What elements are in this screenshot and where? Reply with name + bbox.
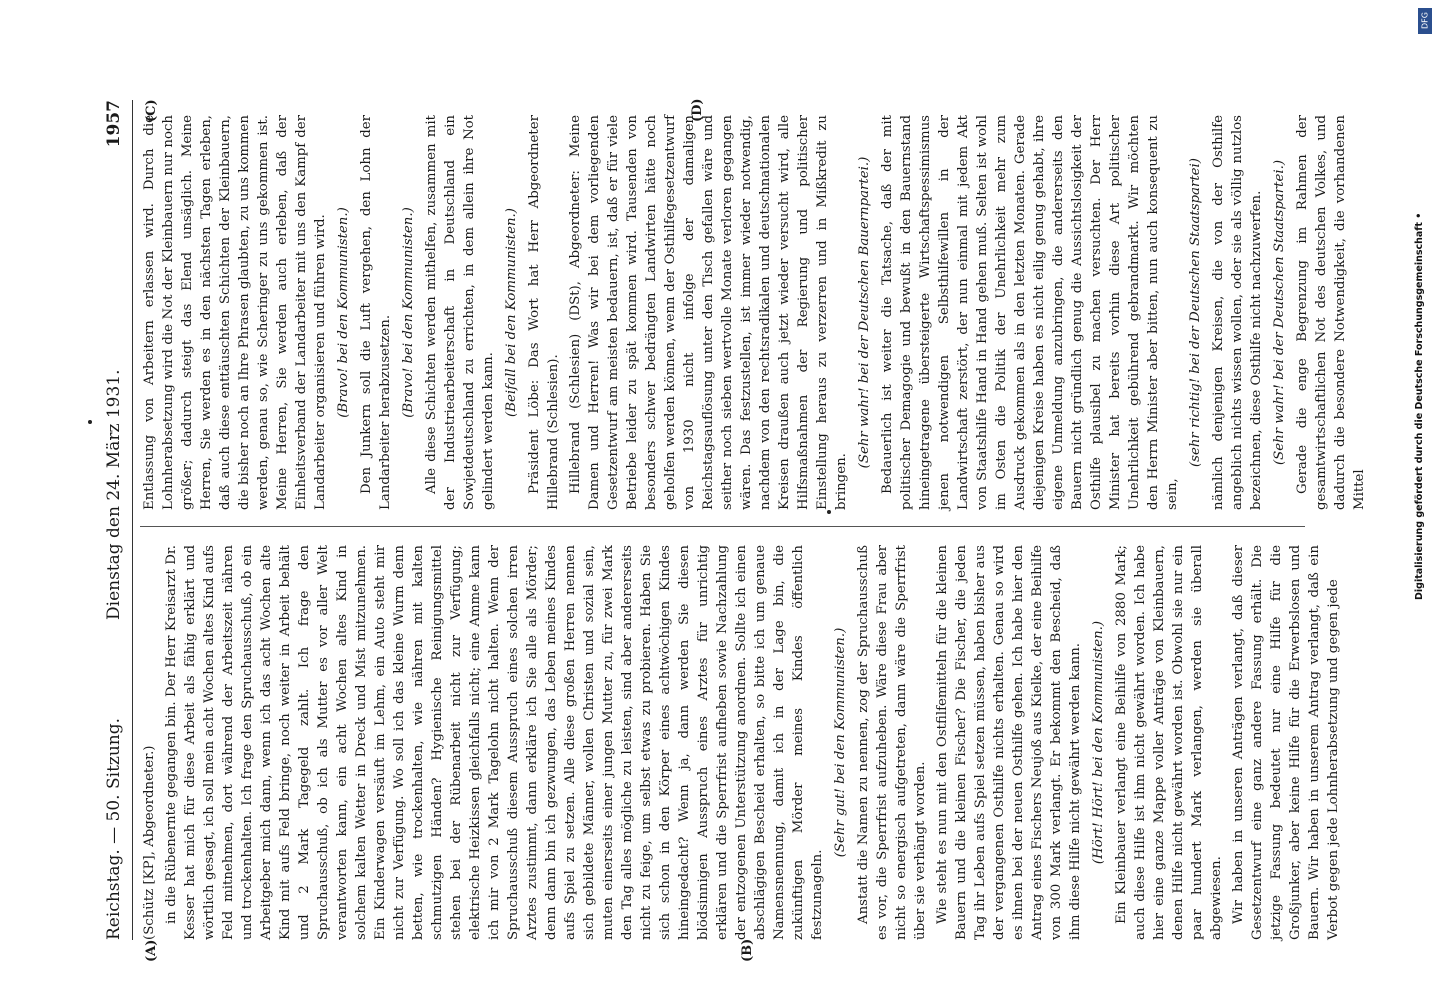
column-divider <box>140 526 1305 527</box>
paragraph: Anstatt die Namen zu nennen, zog der Spruchausschuß es vor, die Sperrfrist aufzuheben. Wäre diese Frau aber nicht so energisch aufgetreten, dann wäre die Sperrfrist über sie verhängt worden. <box>856 545 928 940</box>
paragraph: Wir haben in unseren Anträgen verlangt, daß dieser Gesetzentwurf eine ganz andere Fassung erhält. Die jetzige Fassung bedeutet nur eine Hilfe für die Großjunker, aber keine Hilfe für die Erwerbslosen und Bauern. Wir haben in unserem Antrag verlangt, daß ein Verbot gegen jede Lohnherabsetzung und gegen jede <box>1231 545 1341 940</box>
paragraph: nämlich denjenigen Kreisen, die von der Osthilfe angeblich nichts wissen wollen, oder sie als völlig nutzlos bezeichnen, diese Osthilfe nicht nachzuwerfen. <box>1211 115 1264 510</box>
paragraph: Gerade die enge Begrenzung im Rahmen der gesamtwirtschaftlichen Not des deutschen Volkes, und dadurch die besondere Notwendigkeit, die vorhandenen Mittel <box>1295 115 1367 510</box>
page-number: 1957 <box>104 100 124 148</box>
print-dot <box>88 420 92 424</box>
margin-mark-c: (C) <box>144 99 159 122</box>
header-rule <box>132 100 133 940</box>
paragraph: Entlassung von Arbeitern erlassen wird. Durch die Lohnherabsetzung wird die Not der Kleinbauern nur noch größer; dadurch steigt das Elend unsäglich. Meine Herren, Sie werden es in den nächsten Tagen erleben, daß auch diese enttäuschten Schichten der Kleinbauern, die bisher noch an Ihre Phrasen glaubten, zu uns kommen werden, genau so, wie Scheringer zu uns gekommen ist. Meine Herren, Sie werden auch erleben, daß der Einheitsverband der Landarbeiter mit uns den Kampf der Landarbeiter organisieren und führen wird. <box>142 115 328 510</box>
rotated-sheet <box>100 98 1367 962</box>
interjection: (Sehr gut! bei den Kommunisten.) <box>833 627 848 858</box>
paragraph: Bedauerlich ist weiter die Tatsache, daß der mit politischer Demagogie und bewußt in den Bauernstand hineingetragene übersteigerte Wirtschaftspessimismus jenen notwendigen Selbsthilfewillen in der Landwirtschaft zerstört, der nun einmal mit jedem Akt von Staatshilfe Hand in Hand gehen muß. Selten ist wohl im Osten die Politik der Unehrlichkeit mehr zum Ausdruck gekommen als in den letzten Monaten. Gerade diejenigen Kreise haben es nicht eilig genug gehabt, ihre eigene Unmeldung anzubringen, die andererseits den Bauern nicht gründlich genug die Aussichtslosigkeit der Osthilfe plausibel zu machen versuchten. Der Herr Minister hat bereits vorhin diese Art politischer Unehrlichkeit gebührend gebrandmarkt. Wir möchten den Herrn Minister aber bitten, nun auch konsequent zu sein, <box>880 115 1180 510</box>
print-dot <box>827 510 831 514</box>
interjection: (sehr richtig! bei der Deutschen Staatspartei) <box>1188 158 1203 468</box>
paragraph: Alle diese Schichten werden mithelfen, zusammen mit der Industriearbeiterschaft in Deutschland ein Sowjetdeutschland zu errichten, in dem allein ihre Not gelindert werden kann. <box>424 115 496 510</box>
margin-mark-b: (B) <box>740 938 755 962</box>
header-left: Reichstag. — 50. Sitzung. <box>104 717 124 940</box>
interjection: (Sehr wahr! bei der Deutschen Staatspartei.) <box>1272 159 1287 466</box>
paragraph: Wie steht es nun mit den Ostfilfemitteln für die kleinen Bauern und die kleinen Fischer? Die Fischer, die jeden Tag ihr Leben aufs Spiel setzen müssen, haben bisher aus der vergangenen Osthilfe nichts erhalten. Genau so wird es ihnen bei der neuen Osthilfe gehen. Ich habe hier den Antrag eines Fischers Neujoß aus Kielke, der eine Beihilfe von 300 Mark verlangt. Er bekommt den Bescheid, daß ihm diese Hilfe nicht gewährt werden kann. <box>935 545 1083 940</box>
paragraph: Den Junkern soll die Luft vergehen, den Lohn der Landarbeiter herabzusetzen. <box>359 115 393 510</box>
dfg-logo-icon: DFG <box>1418 8 1432 34</box>
margin-mark-d: (D) <box>690 98 705 122</box>
paragraph: (Schütz [KP], Abgeordneter.) <box>142 745 157 940</box>
paragraph: Hillebrand (Schlesien) (DSt), Abgeordneter: Meine Damen und Herren! Was wir bei dem vorliegenden Gesetzentwurf am meisten bedauern, ist, daß er für viele Betriebe leider zu spät kommen wird. Tausenden von besonders schwer bedrängten Landwirten hätte noch geholfen werden können, wenn der Osthilfegesetzentwurf von 1930 nicht infolge der damaligen Reichstagsauflösung unter den Tisch gefallen wäre und seither noch sieben wertvolle Monate verloren gegangen wären. Das festzustellen, ist immer wieder notwendig, nachdem von den rechtsradikalen und deutschnationalen Kreisen draußen auch jetzt wieder versucht wird, alle Hilfsmaßnahmen der Regierung und politischer Einstellung heraus zu verzerren und in Mißkredit zu bringen. <box>568 115 849 510</box>
interjection: (Sehr wahr! bei der Deutschen Bauernpartei.) <box>857 156 872 469</box>
interjection: (Beifall bei den Kommunisten.) <box>504 208 519 417</box>
paragraph: Ein Kleinbauer verlangt eine Beihilfe von 2880 Mark; auch diese Hilfe ist ihm nicht gewährt worden. Ich habe hier eine ganze Mappe voller Anträge von Kleinbauern, denen Hilfe nicht gewährt worden ist. Obwohl sie nur ein paar hundert Mark verlangen, werden sie überall abgewiesen. <box>1114 545 1224 940</box>
digitization-credit: Digitalisierung gefördert durch die Deutsche Forschungsgemeinschaft • <box>1414 212 1425 600</box>
paragraph: Präsident Löbe: Das Wort hat Herr Abgeordneter Hillebrand (Schlesien). <box>527 115 561 510</box>
margin-mark-a: (A) <box>144 939 159 962</box>
paragraph: in die Rübenernte gegangen bin. Der Herr Kreisarzt Dr. Kesser hat mich für diese Arbeit als fähig erklärt und wörtlich gesagt, ich soll mein acht Wochen altes Kind aufs Feld mitnehmen, dort während der Arbeitszeit nähren und trockenhalten. Ich frage den Spruchausschuß, ob ein Arbeitgeber mich dann, wenn ich das acht Wochen alte Kind mit aufs Feld bringe, noch weiter in Arbeit behält und 2 Mark Tagegeld zahlt. Ich frage den Spruchausschuß, ob ich als Mutter es vor aller Welt verantworten kann, ein acht Wochen altes Kind in solchem kalten Wetter in Dreck und Mist mitzunehmen. Ein Kinderwagen versäuft im Lehm, ein Auto steht mir nicht zur Verfügung. Wo soll ich das kleine Wurm denn betten, wie trockenhalten, wie nähren mit kalten schmutzigen Händen? Hygienische Reinigungsmittel stehen bei der Rübenarbeit nicht zur Verfügung; elektrische Heizkissen gleichfalls nicht; eine Amme kann ich mir von 2 Mark Tagelohn nicht halten. Wenn der Spruchausschuß diesem Ausspruch eines solchen irren Arztes zustimmt, dann erkläre ich Sie alle als Mörder; denn dann bin ich gezwungen, das Leben meines Kindes aufs Spiel zu setzen. Alle diese großen Herren nennen sich gebildete Männer, wollen Christen und sozial sein, muten einerseits einer jungen Mutter zu, für zwei Mark den Tag alles mögliche zu leisten, sind aber andererseits nicht zu feige, um selbst etwas zu probieren. Haben Sie sich schon in den Körper eines achtwöchigen Kindes hineingedacht? Wenn ja, dann werden Sie diesen blödsinnigen Ausspruch eines Arztes für unrichtig erklären und die Sperrfrist aufheben sowie Nachzahlung der entzogenen Unterstützung anordnen. Sollte ich einen abschlägigen Bescheid erhalten, so bitte ich um genaue Namensnennung, damit ich in der Lage bin, die zukünftigen Mörder meines Kindes öffentlich festzunageln. <box>164 545 825 940</box>
interjection: (Bravo! bei den Kommunisten.) <box>401 207 416 418</box>
header-date: Dienstag den 24. März 1931. <box>104 369 124 620</box>
page-header <box>100 100 130 940</box>
text-column-left <box>140 545 1346 940</box>
interjection: (Hört! Hört! bei den Kommunisten.) <box>1091 620 1106 865</box>
text-column-right <box>140 115 1372 510</box>
interjection: (Bravo! bei den Kommunisten.) <box>336 207 351 418</box>
